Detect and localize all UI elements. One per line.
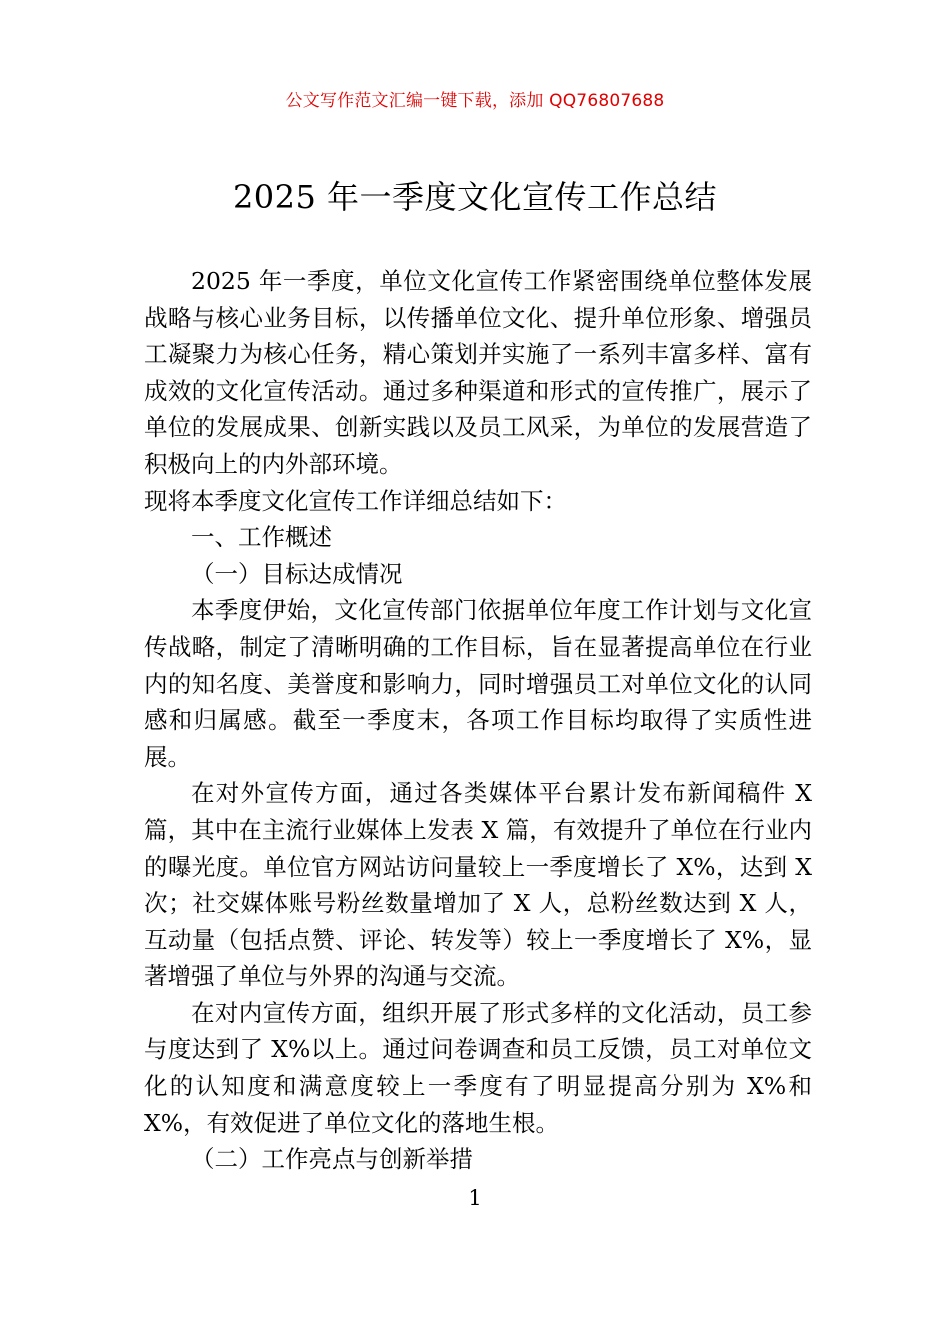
subsection-heading-highlights: （二）工作亮点与创新举措 (191, 1145, 473, 1174)
document-title: 2025 年一季度文化宣传工作总结 (232, 178, 718, 216)
paragraph-external-publicity: 在对外宣传方面，通过各类媒体平台累计发布新闻稿件 X 篇，其中在主流行业媒体上发表 X 篇，有效提升了单位在行业内的曝光度。单位官方网站访问量较上一季度增长了 X%，达到 X 次；社交媒体账号粉丝数量增加了 X 人，总粉丝数达到 X 人，互动量（包括点赞、评论、转发等）较上一季度增长了 X%，显著增强了单位与外界的沟通与交流。 (144, 779, 812, 991)
paragraph-goals: 本季度伊始，文化宣传部门依据单位年度工作计划与文化宣传战略，制定了清晰明确的工作目标，旨在显著提高单位在行业内的知名度、美誉度和影响力，同时增强员工对单位文化的认同感和归属感。截至一季度末，各项工作目标均取得了实质性进展。 (144, 596, 812, 771)
page-number: 1 (468, 1186, 482, 1210)
subsection-heading-goals: （一）目标达成情况 (191, 559, 403, 588)
paragraph-intro: 2025 年一季度，单位文化宣传工作紧密围绕单位整体发展战略与核心业务目标，以传播单位文化、提升单位形象、增强员工凝聚力为核心任务，精心策划并实施了一系列丰富多样、富有成效的文化宣传活动。通过多种渠道和形式的宣传推广，展示了单位的发展成果、创新实践以及员工风采，为单位的发展营造了积极向上的内外部环境。 (144, 267, 812, 478)
paragraph-summary-lead: 现将本季度文化宣传工作详细总结如下： (144, 486, 567, 515)
paragraph-internal-publicity: 在对内宣传方面，组织开展了形式多样的文化活动，员工参与度达到了 X%以上。通过问卷调查和员工反馈，员工对单位文化的认知度和满意度较上一季度有了明显提高分别为 X%和 X%，有效促进了单位文化的落地生根。 (144, 998, 812, 1137)
section-heading-overview: 一、工作概述 (191, 523, 332, 552)
document-body (144, 263, 812, 1178)
download-notice: 公文写作范文汇编一键下载，添加 QQ76807688 (285, 91, 665, 111)
